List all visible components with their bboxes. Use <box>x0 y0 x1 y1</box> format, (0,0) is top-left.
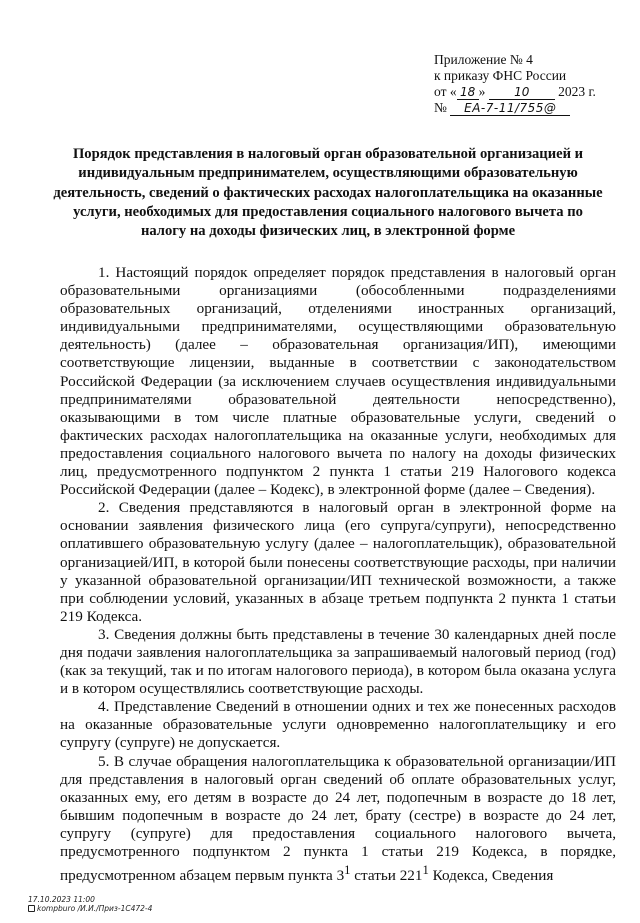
paragraph-5 <box>60 753 616 886</box>
appendix-title: Приложение № 4 <box>434 52 533 67</box>
paragraph-5-text-c: Кодекса, Сведения <box>428 867 554 885</box>
footer-file-ref <box>28 904 152 913</box>
appendix-order-ref: к приказу ФНС России <box>434 68 567 83</box>
superscript-1: 1 <box>344 863 351 878</box>
paragraph-4: 4. Представление Сведений в отношении одних и тех же понесенных расходов на оказанные образовательные услуги одновременно налогоплательщику и его супругу (супруге) не допускается. <box>60 698 616 752</box>
number-prefix: № <box>434 100 447 115</box>
document-title: Порядок представления в налоговый орган образовательной организацией и индивидуальным предпринимателем, осуществляющими образовательную деятельность, сведений о фактических расходах налогоплательщика на оказанные услуги, необходимых для предоставления социального налогового вычета по налогу на доходы физических лиц, в электронной форме <box>53 146 603 240</box>
paragraph-3: 3. Сведения должны быть представлены в течение 30 календарных дней после дня подачи заявления налогоплательщика за запрашиваемый налоговый период (год) (как за текущий, так и по итогам налогового периода), в котором была оказана услуга и в котором осуществлялись соответствующие расходы. <box>60 625 616 698</box>
paragraph-5-text-b: статьи 221 <box>350 867 423 885</box>
footer-timestamp: 17.10.2023 11:00 <box>28 895 95 904</box>
date-prefix: от « <box>434 84 457 99</box>
date-year: 2023 г. <box>558 84 596 99</box>
appendix-number <box>434 100 634 116</box>
footer-stamp <box>28 895 152 913</box>
appendix-block <box>434 52 634 116</box>
date-month-handwritten: 10 <box>489 86 555 100</box>
document-body <box>60 264 616 885</box>
date-day-handwritten: 18 <box>457 86 479 100</box>
paragraph-2: 2. Сведения представляются в налоговый орган в электронной форме на основании заявления физического лица (его супруга/супруги), непосредственно оплатившего образовательную услугу (далее – налогоплательщик), образовательной организацией/ИП, в которой были понесены соответствующие расходы, при наличии у указанной образовательной организации/ИП технической возможности, а также при соблюдении условий, указанных в абзаце третьем подпункта 2 пункта 1 статьи 219 Кодекса. <box>60 499 616 625</box>
appendix-date <box>434 84 634 100</box>
date-day-suffix: » <box>478 84 486 99</box>
paragraph-5-text-a: 5. В случае обращения налогоплательщика к образовательной организации/ИП для представления в налоговый орган сведений об оплате образовательных услуг, оказанных ему, его детям в возрасте до 24 лет, подопечным в возрасте до 18 лет, бывшим подопечным в возрасте до 24 лет, брату (сестре) в возрасте до 24 лет, супругу (супруге) для предоставления социального налогового вычета, предусмотренного подпунктом 2 пункта 1 статьи 219 Кодекса, в порядке, предусмотренном абзацем первым пункта 3 <box>60 752 616 885</box>
document-icon <box>28 905 35 912</box>
paragraph-1: 1. Настоящий порядок определяет порядок представления в налоговый орган образовательными организациями (обособленными подразделениями образовательных организаций, отделениями иностранных организаций, индивидуальными предпринимателями, осуществляющими образовательную деятельность) (далее – образовательная организация/ИП), имеющими соответствующие лицензии, выданные в соответствии с законодательством Российской Федерации (за исключением случаев осуществления индивидуальными предпринимателями образовательной деятельности непосредственно), оказывающими в том числе платные образовательные услуги, сведений о фактических расходах налогоплательщика на оказанные услуги, необходимых для предоставления социального налогового вычета по налогу на доходы физических лиц, предусмотренного подпунктом 2 пункта 1 статьи 219 Налогового кодекса Российской Федерации (далее – Кодекс), в электронной форме (далее – Сведения). <box>60 264 616 499</box>
superscript-2: 1 <box>422 863 429 878</box>
number-handwritten: ЕА-7-11/755@ <box>450 102 570 116</box>
footer-file-text: kompburo /И.И./Приз-1С472-4 <box>37 904 153 913</box>
